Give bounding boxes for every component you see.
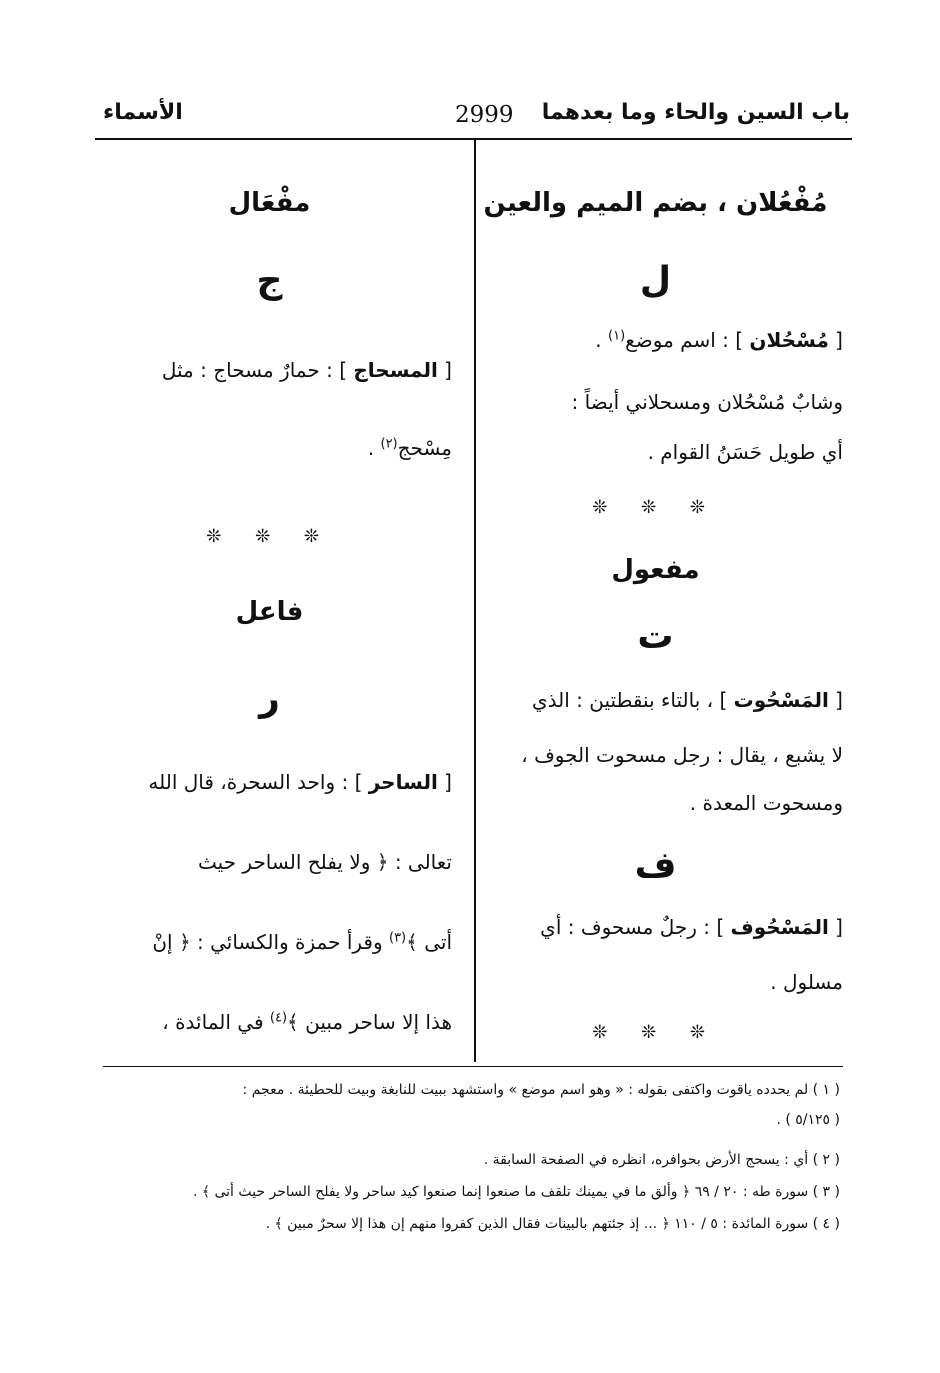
left-letter-jim: ج (256, 260, 283, 301)
entry-mushulan-line1: [ مُسْحُلان ] : اسم موضع$^{(١)}$ . (595, 328, 843, 352)
entry-text: وقرأ حمزة والكسائي : ﴿ إنْ (152, 930, 389, 954)
entry-term: المَسْحُوت (733, 688, 829, 712)
footnote-ref: (٤) (269, 1010, 288, 1026)
footnote-rule (103, 1066, 843, 1067)
entry-mashut-line1: [ المَسْحُوت ] ، بالتاء بنقطتين : الذي (531, 688, 843, 712)
entry-text: في المائدة ، (162, 1010, 270, 1034)
page-number: 2999 (455, 102, 514, 128)
entry-text: هذا إلا ساحر مبين ﴾ (287, 1010, 452, 1034)
entry-sahir-line3 (87, 930, 452, 954)
footnote-2: ( ٢ ) أي : يسحج الأرض بحوافره، انظره في الصفحة السابقة . (483, 1152, 840, 1168)
footnote-3: ( ٣ ) سورة طه : ٢٠ / ٦٩ ﴿ وألق ما في يمينك تلقف ما صنعوا إنما صنعوا كيد ساحر ولا يفلح الساحر حيث أتى ﴾ . (192, 1184, 840, 1200)
entry-mishaj-line1: [ المسحاج ] : حمارٌ مسحاج : مثل (161, 358, 452, 382)
entry-mashuf-line2: مسلول . (770, 970, 843, 994)
footnote-4: ( ٤ ) سورة المائدة : ٥ / ١١٠ ﴿ ... إذ جئتهم بالبينات فقال الذين كفروا منهم إن هذا إلا سحرٌ مبين ﴾ . (265, 1216, 840, 1232)
entry-mushulan-line3: أي طويل حَسَنُ القوام . (647, 440, 843, 464)
right-letter-fa: ف (634, 845, 677, 886)
left-heading-fa-il: فاعل (235, 597, 304, 627)
left-letter-ra: ر (259, 678, 280, 719)
footnote-ref: (٢) (380, 436, 398, 452)
entry-mushulan-line2: وشابٌ مُسْحُلان ومسحلاني أيضاً : (571, 390, 843, 414)
entry-sahir-line2: تعالى : ﴿ ولا يفلح الساحر حيث (198, 850, 452, 874)
entry-text: : اسم موضع (625, 328, 736, 352)
footnote-1-line1: ( ١ ) لم يحدده ياقوت واكتفى بقوله : « وهو اسم موضع » واستشهد ببيت للنابغة وبيت للحطيئة . معجم : (242, 1082, 840, 1098)
section-separator: ❊ ❊ ❊ (206, 526, 333, 547)
entry-mashuf-line1: [ المَسْحُوف ] : رجلٌ مسحوف : أي (540, 915, 843, 939)
page-header (95, 100, 850, 136)
entry-term: الساحر (368, 770, 438, 794)
entry-text: : واحد السحرة، قال الله (148, 770, 355, 794)
entry-text: مِسْحج (397, 436, 452, 460)
chapter-title: باب السين والحاء وما بعدهما (541, 100, 850, 125)
section-title: الأسماء (103, 100, 183, 125)
right-letter-lam: ل (639, 260, 672, 301)
entry-term: المسحاج (353, 358, 438, 382)
entry-text: ، بالتاء بنقطتين : الذي (531, 688, 720, 712)
entry-mishaj-line2: مِسْحج$^{(٢)}$ . (367, 436, 452, 460)
left-heading-mif-al: مفْعَال (228, 188, 311, 218)
entry-sahir-line1: [ الساحر ] : واحد السحرة، قال الله (148, 770, 452, 794)
footnote-1-line2: ( ٥/١٢٥ ) . (776, 1112, 840, 1128)
footnote-ref: (١) (608, 328, 626, 344)
section-separator: ❊ ❊ ❊ (592, 1022, 719, 1043)
entry-term: مُسْحُلان (749, 328, 829, 352)
entry-mashut-line3: ومسحوت المعدة . (689, 791, 843, 815)
entry-text: أتى ﴾ (406, 930, 452, 954)
footnote-ref: (٣) (388, 930, 407, 946)
entry-sahir-line4 (87, 1010, 452, 1034)
entry-text: : حمارٌ مسحاج : مثل (161, 358, 340, 382)
entry-mashut-line2: لا يشبع ، يقال : رجل مسحوت الجوف ، (521, 743, 843, 767)
right-heading-maf-ul: مفعول (611, 555, 700, 585)
entry-text: : رجلٌ مسحوف : أي (540, 915, 717, 939)
right-letter-ta: ت (637, 616, 674, 657)
section-separator: ❊ ❊ ❊ (592, 497, 719, 518)
entry-term: المَسْحُوف (730, 915, 829, 939)
right-heading-muf-ulan: مُفْعُلان ، بضم الميم والعين (483, 188, 828, 218)
